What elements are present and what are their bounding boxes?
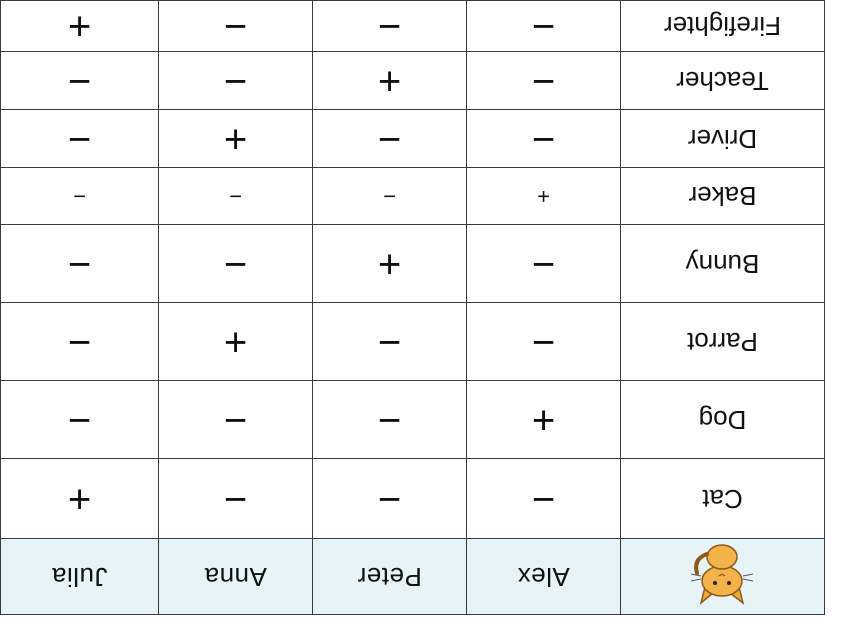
row-label: Driver <box>621 110 825 168</box>
column-header-anna: Anna <box>159 539 313 615</box>
table-row <box>1 225 825 303</box>
mark-cell: − <box>1 168 159 225</box>
mark-cell: − <box>313 1 467 52</box>
row-label: Firefighter <box>621 1 825 52</box>
mark-cell: − <box>313 168 467 225</box>
mark-cell: − <box>467 303 621 381</box>
mark-cell: − <box>159 1 313 52</box>
mark-cell: + <box>1 1 159 52</box>
row-label: Baker <box>621 168 825 225</box>
mark-cell: + <box>159 303 313 381</box>
row-label: Teacher <box>621 52 825 110</box>
mark-cell: − <box>159 459 313 539</box>
mark-cell: + <box>1 459 159 539</box>
mark-cell: − <box>313 110 467 168</box>
row-label: Parrot <box>621 303 825 381</box>
table-row <box>1 52 825 110</box>
row-label: Bunny <box>621 225 825 303</box>
table-row <box>1 110 825 168</box>
mark-cell: + <box>313 52 467 110</box>
mark-cell: − <box>467 1 621 52</box>
mark-cell: + <box>313 225 467 303</box>
mark-cell: − <box>467 459 621 539</box>
column-header-julia: Julia <box>1 539 159 615</box>
mark-cell: − <box>1 381 159 459</box>
row-label: Cat <box>621 459 825 539</box>
column-header-alex: Alex <box>467 539 621 615</box>
mark-cell: − <box>467 225 621 303</box>
row-label: Dog <box>621 381 825 459</box>
mark-cell: − <box>1 303 159 381</box>
mark-cell: − <box>313 381 467 459</box>
column-header-peter: Peter <box>313 539 467 615</box>
mark-cell: − <box>313 303 467 381</box>
mark-cell: − <box>159 52 313 110</box>
mark-cell: − <box>467 110 621 168</box>
mark-cell: + <box>467 381 621 459</box>
mark-cell: + <box>467 168 621 225</box>
mark-cell: − <box>159 168 313 225</box>
table-row <box>1 168 825 225</box>
mark-cell: − <box>467 52 621 110</box>
mark-cell: − <box>159 381 313 459</box>
mark-cell: − <box>1 225 159 303</box>
mark-cell: − <box>313 459 467 539</box>
mark-cell: − <box>1 110 159 168</box>
mark-cell: + <box>159 110 313 168</box>
table-row <box>1 381 825 459</box>
header-row <box>1 539 825 615</box>
table-row <box>1 303 825 381</box>
table-row <box>1 459 825 539</box>
mark-cell: − <box>1 52 159 110</box>
corner-cell <box>621 539 825 615</box>
cat-icon <box>688 544 758 610</box>
mark-cell: − <box>159 225 313 303</box>
table-row <box>1 1 825 52</box>
